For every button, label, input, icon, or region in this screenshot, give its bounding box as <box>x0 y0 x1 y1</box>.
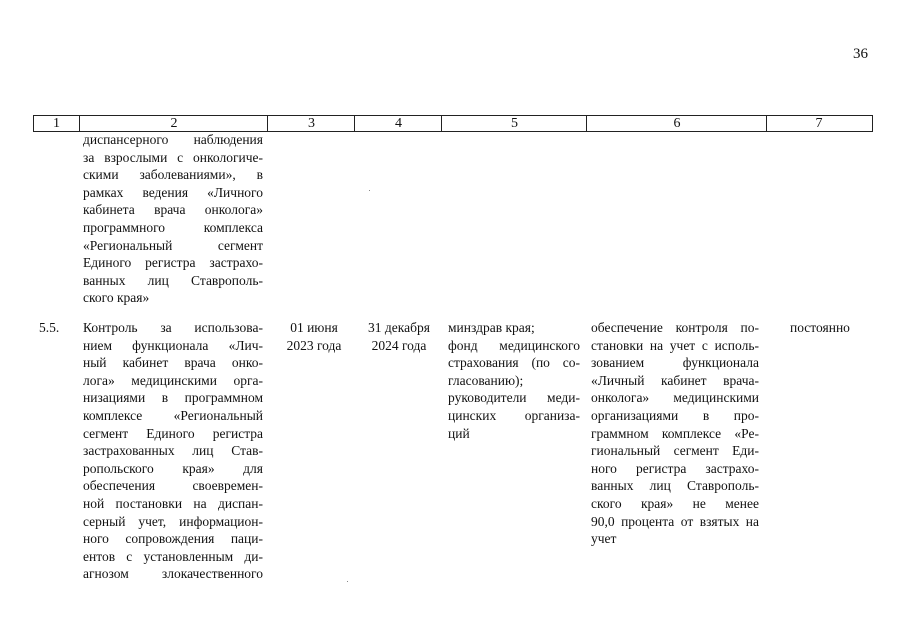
text-line: минздрав края; <box>448 320 535 335</box>
header-cell-7: 7 <box>766 116 871 131</box>
text-line: 90,0 процента от взятых на <box>591 513 759 529</box>
text-line: низациями в программном <box>83 390 263 406</box>
text-line: организациями в про- <box>591 407 759 423</box>
text-line: страхования (по со- <box>448 355 580 371</box>
scan-speck <box>369 190 370 191</box>
header-cell-6: 6 <box>586 116 767 131</box>
text-line: руководители меди- <box>448 390 580 406</box>
text-line: учет <box>591 531 617 547</box>
text-line: обеспечение контроля по- <box>591 320 759 335</box>
header-cell-3: 3 <box>267 116 355 131</box>
start-date <box>276 319 352 354</box>
text-line: рамках ведения «Личного <box>83 184 263 200</box>
page-number: 36 <box>853 46 868 62</box>
text-line: ного сопровождения паци- <box>83 531 263 547</box>
text-line: 31 декабря <box>368 320 430 335</box>
header-cell-4: 4 <box>354 116 442 131</box>
header-cell-5: 5 <box>441 116 587 131</box>
header-cell-1: 1 <box>53 116 60 131</box>
text-line: программного комплекса <box>83 219 263 235</box>
text-line: зованием функционала <box>591 355 759 371</box>
text-line: ной постановки на диспан- <box>83 495 263 511</box>
text-line: «Региональный сегмент <box>83 237 263 253</box>
scan-speck <box>347 581 348 582</box>
text-line: граммном комплексе «Ре- <box>591 425 759 441</box>
text-line: за взрослыми с онкологиче- <box>83 149 263 165</box>
text-line: скими заболеваниями», в <box>83 167 263 183</box>
text-line: ций <box>448 425 470 441</box>
text-line: нием функционала «Лич- <box>83 337 263 353</box>
text-line: ного регистра застрахо- <box>591 460 759 476</box>
continuation-description <box>83 131 263 307</box>
text-line: становки на учет с исполь- <box>591 337 759 353</box>
text-line: ропольского края» для <box>83 460 263 476</box>
text-line: «Личный кабинет врача- <box>591 372 759 388</box>
responsible-parties <box>448 319 580 442</box>
text-line: ванных лиц Ставрополь- <box>591 478 759 494</box>
header-cell-2: 2 <box>79 116 268 131</box>
text-line: гиональный сегмент Еди- <box>591 443 759 459</box>
table-header-row <box>33 115 873 132</box>
text-line: ентов с установленным ди- <box>83 548 263 564</box>
text-line: гласованию); <box>448 372 524 388</box>
text-line: ванных лиц Ставрополь- <box>83 272 263 288</box>
text-line: обеспечения своевремен- <box>83 478 263 494</box>
text-line: 01 июня <box>290 320 338 335</box>
text-line: лога» медицинскими орга- <box>83 372 263 388</box>
text-line: Контроль за использова- <box>83 320 263 335</box>
text-line: агнозом злокачественного <box>83 566 263 582</box>
text-line: 2023 года <box>286 337 342 353</box>
end-date <box>360 319 438 354</box>
text-line: застрахованных лиц Став- <box>83 443 263 459</box>
periodicity: постоянно <box>790 320 850 335</box>
text-line: комплексе «Региональный <box>83 407 263 423</box>
text-line: диспансерного наблюдения <box>83 132 263 147</box>
expected-result <box>591 319 759 548</box>
text-line: Единого регистра застрахо- <box>83 255 263 271</box>
text-line: сегмент Единого регистра <box>83 425 263 441</box>
text-line: ского края» не менее <box>591 495 759 511</box>
text-line: цинских организа- <box>448 407 580 423</box>
text-line: серный учет, информацион- <box>83 513 263 529</box>
row-number: 5.5. <box>39 320 60 335</box>
text-line: ского края» <box>83 290 150 306</box>
text-line: фонд медицинского <box>448 337 580 353</box>
text-line: ный кабинет врача онко- <box>83 355 263 371</box>
row-description <box>83 319 263 583</box>
text-line: кабинета врача онколога» <box>83 202 263 218</box>
text-line: онколога» медицинскими <box>591 390 759 406</box>
text-line: 2024 года <box>371 337 427 353</box>
